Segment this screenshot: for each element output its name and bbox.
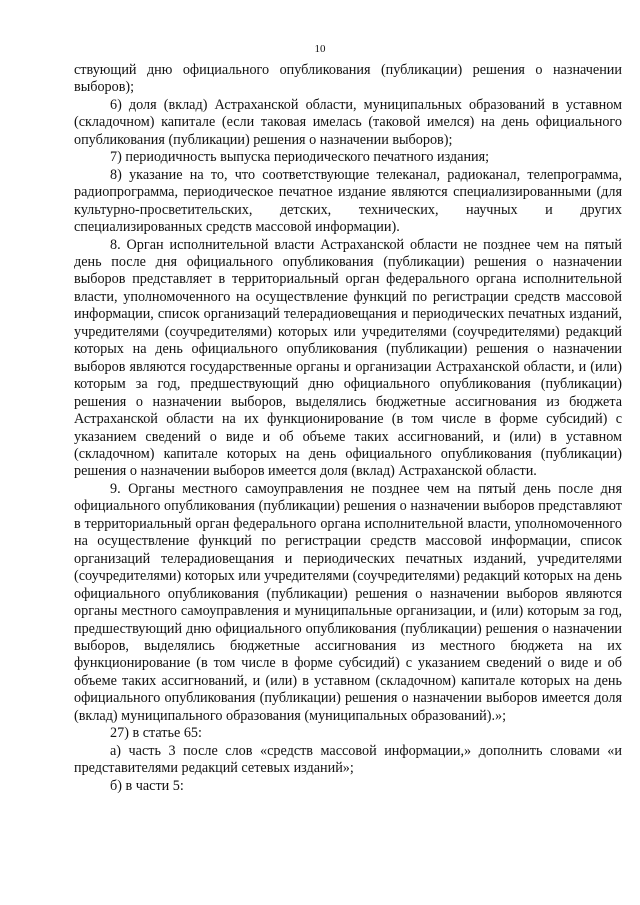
paragraph-subitem-a: а) часть 3 после слов «средств массовой информации,» дополнить словами «и представителями редакций сетевых изданий»; — [74, 742, 622, 777]
paragraph-continuation: ствующий дню официального опубликования (публикации) решения о назначении выборов); — [74, 62, 622, 96]
paragraph-item-27: 27) в статье 65: — [110, 725, 202, 742]
paragraph-point-8: 8. Орган исполнительной власти Астраханской области не позднее чем на пятый день после дня официального опубликования (публикации) решения о назначении выборов представляет в территориальный орган федерального органа исполнительной власти, уполномоченного на осуществление функций по регистрации средств массовой информации, список организаций телерадиовещания и периодических печатных изданий, учредителями (соучредителями) которых или учредителями (соучредителями) редакций которых на день официального опубликования (публикации) решения о назначении выборов являются государственные органы и организации Астраханской области, и (или) которым за год, предшествующий дню официального опубликования (публикации) решения о назначении выборов, выделялись бюджетные ассигнования из бюджета Астраханской области на их функционирование (в том числе в форме субсидий) с указанием сведений о виде и об объеме таких ассигнований, и (или) в уставном (складочном) капитале которых на день официального опубликования (публикации) решения о назначении выборов имеется доля (вклад) Астраханской области. — [74, 236, 622, 480]
paragraph-item-8-indication: 8) указание на то, что соответствующие телеканал, радиоканал, телепрограмма, радиопрограмма, периодическое печатное издание являются специализированными (для культурно-просветительских, детских, технических, научных и других специализированных средств массовой информации). — [74, 166, 622, 236]
paragraph-point-9: 9. Органы местного самоуправления не позднее чем на пятый день после дня официального опубликования (публикации) решения о назначении выборов представляют в территориальный орган федерального органа исполнительной власти, уполномоченного на осуществление функций по регистрации средств массовой информации, список организаций телерадиовещания и периодических печатных изданий, учредителями (соучредителями) которых или учредителями (соучредителями) редакций которых на день официального опубликования (публикации) решения о назначении выборов являются органы местного самоуправления и муниципальные организации, и (или) которым за год, предшествующий дню официального опубликования (публикации) решения о назначении выборов, выделялись бюджетные ассигнования из местного бюджета на их функционирование (в том числе в форме субсидий) с указанием сведений о виде и об объеме таких ассигнований, и (или) в уставном (складочном) капитале которых на день официального опубликования (публикации) решения о назначении выборов имеется доля (вклад) муниципального образования (муниципальных образований).»; — [74, 480, 622, 724]
paragraph-item-6: 6) доля (вклад) Астраханской области, муниципальных образований в уставном (складочном) капитале (если таковая имелась (таковой имелся) на день официального опубликования (публикации) решения о назначении выборов); — [74, 96, 622, 148]
document-body — [74, 62, 622, 795]
page-number: 10 — [314, 43, 326, 55]
paragraph-subitem-b: б) в части 5: — [110, 777, 184, 794]
paragraph-item-7: 7) периодичность выпуска периодического печатного издания; — [110, 149, 490, 166]
